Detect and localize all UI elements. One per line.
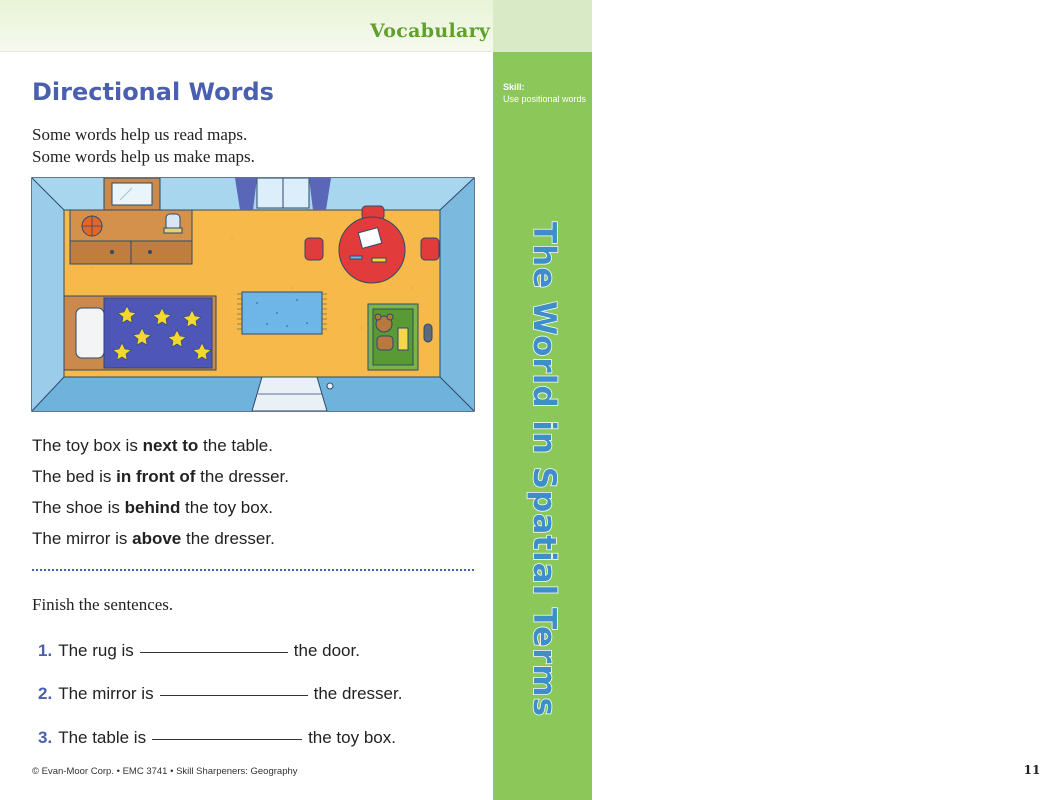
positional-term: above [132,529,182,548]
pillow [76,308,104,358]
answer-blank[interactable] [160,695,308,696]
answer-blank[interactable] [140,652,288,653]
bedroom-map-illustration [32,178,474,411]
example-sentence [32,467,289,498]
question-number: 1. [38,641,53,660]
sentence-text: The shoe is [32,498,125,517]
example-sentence [32,436,289,467]
skill-box [503,82,587,104]
question-3 [38,728,396,748]
unit-title-container [524,205,564,735]
footer-credit: © Evan-Moor Corp. • EMC 3741 • Skill Sharpeners: Geography [32,766,298,777]
example-sentence [32,529,289,560]
question-number: 2. [38,684,53,703]
question-text: the door. [293,641,360,660]
intro-line: Some words help us make maps. [32,147,255,166]
question-2 [38,684,402,704]
sidebar [493,0,1041,800]
sentence-text: the toy box. [180,498,273,517]
question-text: the toy box. [308,728,396,747]
chair [305,238,323,260]
dotted-divider [32,569,474,571]
question-1 [38,641,360,661]
answer-blank[interactable] [152,739,302,740]
door-knob [327,383,333,389]
intro-text [32,124,255,168]
question-text: The rug is [58,641,134,660]
example-sentence [32,498,289,529]
chair [421,238,439,260]
header-band [0,0,493,52]
positional-term: in front of [116,467,196,486]
table [339,217,405,283]
unit-title: The World in Spatial Terms [526,222,562,718]
question-text: The table is [58,728,147,747]
sentence-text: the dresser. [195,467,289,486]
example-sentences [32,436,289,560]
sidebar-top-band [493,0,592,52]
rug [242,292,322,334]
positional-term: behind [124,498,181,517]
sentence-text: The mirror is [32,529,133,548]
instruction-text: Finish the sentences. [32,595,174,614]
question-text: The mirror is [58,684,154,703]
positional-term: next to [142,436,199,455]
sentence-text: The bed is [32,467,117,486]
question-number: 3. [38,728,53,747]
page-title: Directional Words [32,78,274,106]
section-label: Vocabulary [370,20,491,42]
shoe [424,324,432,342]
sentence-text: the table. [198,436,273,455]
sentence-text: the dresser. [181,529,275,548]
sentence-text: The toy box is [32,436,143,455]
skill-label: Skill: [503,82,525,92]
question-text: the dresser. [313,684,403,703]
page-number: 11 [1018,757,1046,783]
intro-line: Some words help us read maps. [32,125,248,144]
skill-text: Use positional words [503,94,587,104]
